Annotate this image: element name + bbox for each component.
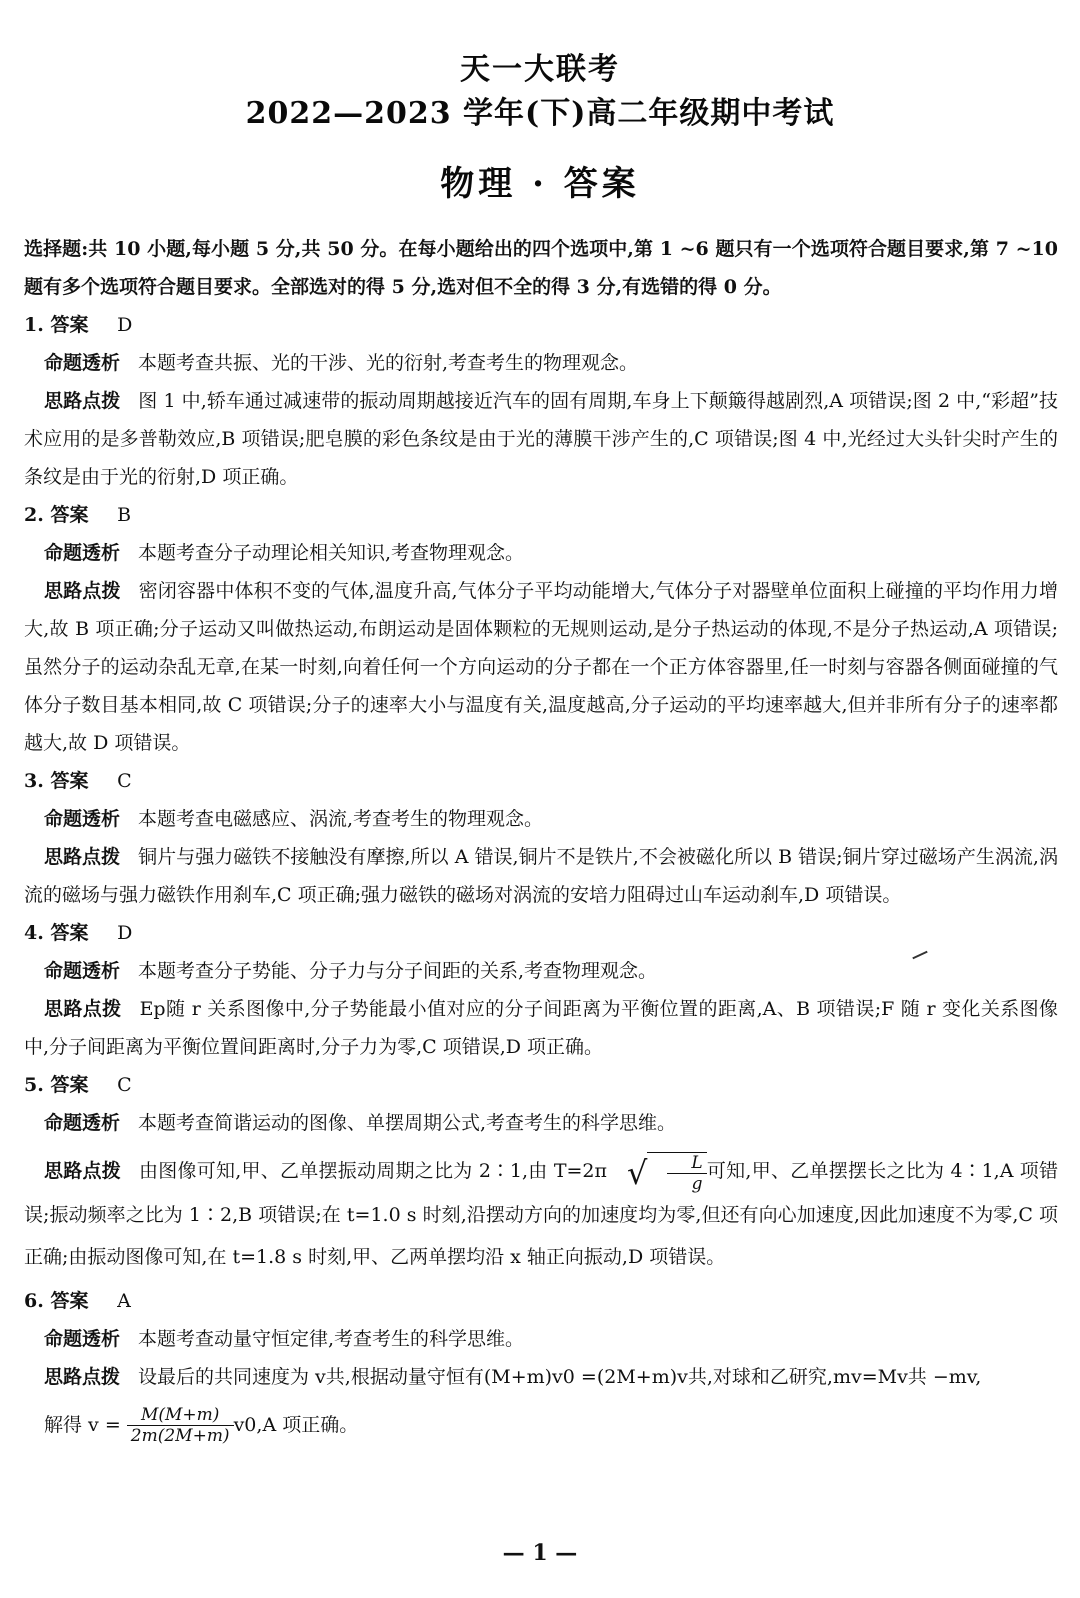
analysis-text: 本题考查分子动理论相关知识,考查物理观念。 [138, 542, 525, 564]
answer-label: 答案 [50, 1289, 89, 1312]
solution-text-a: 由图像可知,甲、乙单摆振动周期之比为 2∶1,由 T=2π [139, 1160, 607, 1182]
solution-text-a: 设最后的共同速度为 v共,根据动量守恒有(M+m)v0 =(2M+m)v共,对球和乙研究,mv=Mv共 −mv, [138, 1365, 982, 1388]
fraction-numerator: M(M+m) [127, 1405, 234, 1426]
analysis-label: 命题透析 [44, 1112, 121, 1134]
solution-text: Ep随 r 关系图像中,分子势能最小值对应的分子间距离为平衡位置的距离,A、B 项错误;F 随 r 变化关系图像中,分子间距离为平衡位置间距离时,分子力为零,C 项错误,D 项正确。 [24, 998, 1058, 1058]
pendulum-period-formula: √ $\frac{L}{g}$ [607, 1151, 707, 1194]
question-1-answer: D [117, 314, 133, 336]
solution-label: 思路点拨 [44, 998, 122, 1020]
analysis-label: 命题透析 [44, 352, 121, 374]
analysis-text: 本题考查电磁感应、涡流,考查考生的物理观念。 [138, 808, 544, 830]
question-6-result [44, 1396, 1058, 1451]
solution-text: 铜片与强力磁铁不接触没有摩擦,所以 A 错误,铜片不是铁片,不会被磁化所以 B 错误;铜片穿过磁场产生涡流,涡流的磁场与强力磁铁作用刹车,C 项正确;强力磁铁的磁场对涡流的安培力阻碍过山车运动刹车,D 项错误。 [24, 846, 1058, 906]
answer-label: 答案 [50, 1074, 89, 1096]
analysis-text: 本题考查共振、光的干涉、光的衍射,考查考生的物理观念。 [138, 352, 639, 374]
velocity-fraction [127, 1405, 234, 1446]
question-4-header [24, 914, 1058, 952]
question-6-solution [24, 1358, 1058, 1396]
solution-text: 密闭容器中体积不变的气体,温度升高,气体分子平均动能增大,气体分子对器壁单位面积上碰撞的平均作用力增大,故 B 项正确;分子运动又叫做热运动,布朗运动是固体颗粒的无规则运动,是分子热运动的体现,不是分子热运动,A 项错误;虽然分子的运动杂乱无章,在某一时刻,向着任何一个方向运动的分子都在一个正方体容器里,任一时刻与容器各侧面碰撞的气体分子数目基本相同,故 C 项错误;分子的速率大小与温度有关,温度越高,分子运动的平均速率越大,但并非所有分子的速率都越大,故 D 项错误。 [24, 580, 1058, 754]
question-4-solution [24, 990, 1058, 1066]
formula-numerator: L [667, 1153, 706, 1174]
question-2-header [24, 496, 1058, 534]
answer-label: 答案 [50, 314, 89, 336]
question-6-answer: A [117, 1289, 131, 1312]
solution-label: 思路点拨 [44, 390, 121, 412]
solution-text: 图 1 中,轿车通过减速带的振动周期越接近汽车的固有周期,车身上下颠簸得越剧烈,A 项错误;图 2 中,“彩超”技术应用的是多普勒效应,B 项错误;肥皂膜的彩色条纹是由于光的薄膜干涉产生的,C 项错误;图 4 中,光经过大头针尖时产生的条纹是由于光的衍射,D 项正确。 [24, 390, 1058, 488]
question-1-solution [24, 382, 1058, 496]
question-5-header [24, 1066, 1058, 1104]
question-3-answer: C [117, 770, 132, 792]
exam-title: 2022—2023 学年(下)高二年级期中考试 [245, 96, 835, 131]
analysis-text: 本题考查动量守恒定律,考查考生的科学思维。 [138, 1327, 525, 1350]
fraction-denominator: 2m(2M+m) [130, 1426, 230, 1446]
exam-organizer-title: 天一大联考 [460, 52, 620, 87]
question-number: 3. [24, 770, 44, 792]
question-number: 4. [24, 922, 44, 944]
analysis-text: 本题考查分子势能、分子力与分子间距的关系,考查物理观念。 [138, 960, 658, 982]
question-number: 1. [24, 314, 44, 336]
answer-label: 答案 [50, 770, 89, 792]
solution-label: 思路点拨 [44, 846, 121, 868]
solution-text-b: 可知,甲、乙单摆摆长之比为 4∶1,A 项错误;振动频率之比为 1∶2,B 项错误;在 t=1.0 s 时刻,沿摆动方向的加速度均为零,但还有向心加速度,因此加速度不为零,C 项正确;由振动图像可知,在 t=1.8 s 时刻,甲、乙两单摆均沿 x 轴正向振动,D 项错误。 [24, 1160, 1058, 1268]
question-4-answer: D [117, 922, 133, 944]
question-5-solution [24, 1142, 1058, 1282]
answer-body [24, 230, 1058, 1450]
question-1-analysis [44, 344, 1058, 382]
question-5-analysis [44, 1104, 1058, 1142]
question-1-header [24, 306, 1058, 344]
solution-text-c: v0,A 项正确。 [233, 1413, 359, 1436]
question-3-header [24, 762, 1058, 800]
question-6-analysis [44, 1320, 1058, 1358]
formula-denominator: g [691, 1173, 703, 1194]
question-5-answer: C [117, 1074, 132, 1096]
question-2-analysis [44, 534, 1058, 572]
solution-label: 思路点拨 [44, 580, 121, 602]
solution-text-b: 解得 v = [44, 1413, 121, 1436]
question-3-analysis [44, 800, 1058, 838]
analysis-label: 命题透析 [44, 808, 121, 830]
question-2-solution [24, 572, 1058, 762]
question-number: 6. [24, 1289, 44, 1312]
subject-answer-title: 物理 · 答案 [440, 164, 640, 204]
analysis-label: 命题透析 [44, 960, 121, 982]
analysis-label: 命题透析 [44, 1327, 121, 1350]
question-4-analysis [44, 952, 1058, 990]
section-instructions: 选择题:共 10 小题,每小题 5 分,共 50 分。在每小题给出的四个选项中,第 1 ~6 题只有一个选项符合题目要求,第 7 ~10 题有多个选项符合题目要求。全部选对的得 5 分,选对但不全的得 3 分,有选错的得 0 分。 [24, 238, 1058, 298]
question-2-answer: B [117, 504, 132, 526]
question-number: 2. [24, 504, 44, 526]
answer-label: 答案 [50, 922, 89, 944]
analysis-label: 命题透析 [44, 542, 121, 564]
solution-label: 思路点拨 [44, 1160, 121, 1182]
answer-label: 答案 [50, 504, 89, 526]
solution-label: 思路点拨 [44, 1365, 121, 1388]
analysis-text: 本题考查简谐运动的图像、单摆周期公式,考查考生的科学思维。 [138, 1112, 677, 1134]
question-6-header [24, 1282, 1058, 1320]
page-number: — 1 — [502, 1540, 578, 1566]
question-number: 5. [24, 1074, 44, 1096]
question-3-solution [24, 838, 1058, 914]
